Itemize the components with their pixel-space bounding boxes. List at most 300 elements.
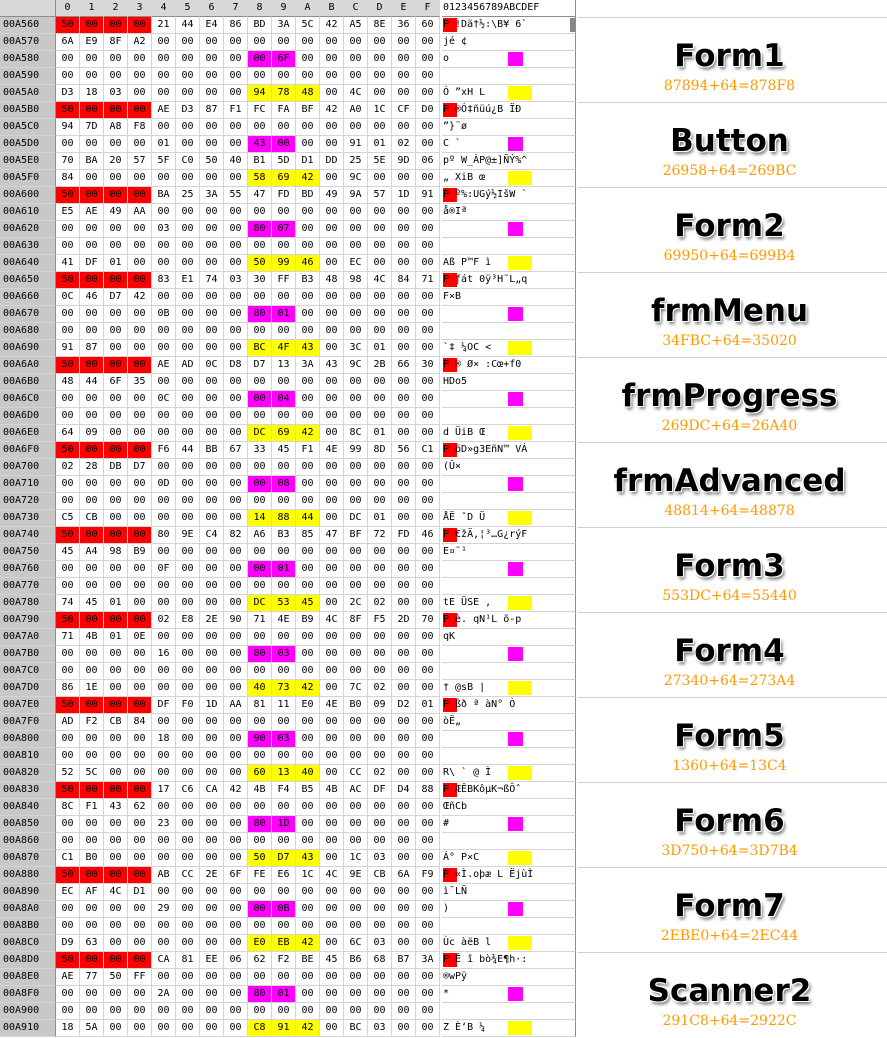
hex-byte[interactable]: 00: [272, 408, 296, 425]
hex-byte[interactable]: 00: [296, 34, 320, 51]
hex-byte[interactable]: 00: [392, 833, 416, 850]
hex-byte[interactable]: 00: [176, 476, 200, 493]
hex-byte[interactable]: 5A: [80, 1020, 104, 1037]
hex-byte[interactable]: 00: [200, 136, 224, 153]
hex-byte[interactable]: 43: [104, 799, 128, 816]
hex-byte[interactable]: 00: [224, 425, 248, 442]
hex-byte[interactable]: E0: [248, 935, 272, 952]
hex-byte[interactable]: C5: [56, 510, 80, 527]
hex-byte[interactable]: 00: [272, 34, 296, 51]
hex-byte[interactable]: 50: [248, 255, 272, 272]
hex-byte[interactable]: 00: [224, 850, 248, 867]
hex-byte[interactable]: 94: [56, 119, 80, 136]
hex-byte[interactable]: 00: [176, 646, 200, 663]
hex-byte[interactable]: 00: [80, 663, 104, 680]
hex-byte[interactable]: CA: [200, 782, 224, 799]
hex-byte[interactable]: 99: [344, 442, 368, 459]
hex-byte[interactable]: 72: [368, 527, 392, 544]
hex-byte[interactable]: 00: [104, 986, 128, 1003]
hex-byte[interactable]: 44: [176, 442, 200, 459]
hex-byte[interactable]: D7: [104, 289, 128, 306]
hex-byte[interactable]: 02: [56, 459, 80, 476]
hex-byte[interactable]: 00: [224, 408, 248, 425]
hex-byte[interactable]: 00: [152, 323, 176, 340]
hex-byte[interactable]: 73: [272, 680, 296, 697]
hex-byte[interactable]: 00: [392, 629, 416, 646]
hex-byte[interactable]: 16: [152, 646, 176, 663]
hex-byte[interactable]: 42: [296, 935, 320, 952]
hex-byte[interactable]: 52: [56, 765, 80, 782]
hex-byte[interactable]: 00: [80, 238, 104, 255]
hex-byte[interactable]: 00: [200, 595, 224, 612]
hex-byte[interactable]: 3A: [296, 357, 320, 374]
hex-byte[interactable]: 00: [152, 629, 176, 646]
hex-byte[interactable]: 4E: [320, 697, 344, 714]
hex-byte[interactable]: 02: [392, 136, 416, 153]
hex-byte[interactable]: 0C: [200, 357, 224, 374]
hex-byte[interactable]: 00: [128, 306, 152, 323]
hex-byte[interactable]: 01: [368, 425, 392, 442]
hex-byte[interactable]: 00: [176, 561, 200, 578]
hex-byte[interactable]: 00: [200, 85, 224, 102]
hex-byte[interactable]: 00: [320, 221, 344, 238]
hex-byte[interactable]: 00: [128, 527, 152, 544]
hex-byte[interactable]: 00: [320, 663, 344, 680]
hex-byte[interactable]: 00: [416, 391, 440, 408]
ascii-text[interactable]: ÅË ˆD Ü: [442, 510, 576, 527]
ascii-text[interactable]: Z È‘B ¼: [442, 1020, 576, 1037]
hex-byte[interactable]: DC: [248, 595, 272, 612]
hex-byte[interactable]: 00: [200, 34, 224, 51]
hex-byte[interactable]: 4E: [320, 442, 344, 459]
hex-byte[interactable]: 00: [128, 782, 152, 799]
hex-byte[interactable]: FD: [392, 527, 416, 544]
hex-byte[interactable]: 00: [80, 816, 104, 833]
hex-byte[interactable]: 00: [56, 816, 80, 833]
hex-byte[interactable]: 91: [416, 187, 440, 204]
hex-byte[interactable]: 00: [128, 731, 152, 748]
hex-byte[interactable]: 00: [200, 731, 224, 748]
hex-byte[interactable]: 00: [56, 901, 80, 918]
hex-byte[interactable]: 00: [176, 34, 200, 51]
hex-byte[interactable]: 00: [224, 765, 248, 782]
hex-byte[interactable]: 00: [104, 510, 128, 527]
ascii-text[interactable]: P º%:UGý½IšW `: [442, 187, 576, 204]
ascii-text[interactable]: HDo5: [442, 374, 576, 391]
hex-byte[interactable]: 00: [272, 833, 296, 850]
hex-byte[interactable]: 00: [392, 986, 416, 1003]
hex-byte[interactable]: 00: [368, 374, 392, 391]
hex-byte[interactable]: 00: [176, 816, 200, 833]
hex-byte[interactable]: 00: [176, 799, 200, 816]
hex-byte[interactable]: 00: [392, 731, 416, 748]
hex-byte[interactable]: 00: [152, 238, 176, 255]
hex-byte[interactable]: B9: [128, 544, 152, 561]
hex-byte[interactable]: 4B: [320, 782, 344, 799]
hex-byte[interactable]: 00: [80, 986, 104, 1003]
hex-byte[interactable]: 00: [104, 357, 128, 374]
hex-byte[interactable]: 00: [200, 1003, 224, 1020]
hex-byte[interactable]: 00: [128, 221, 152, 238]
hex-byte[interactable]: 00: [152, 799, 176, 816]
hex-byte[interactable]: 00: [224, 340, 248, 357]
hex-byte[interactable]: 88: [272, 510, 296, 527]
hex-byte[interactable]: B1: [248, 153, 272, 170]
hex-byte[interactable]: 00: [128, 918, 152, 935]
hex-byte[interactable]: 81: [176, 952, 200, 969]
hex-byte[interactable]: 5D: [272, 153, 296, 170]
hex-byte[interactable]: 00: [272, 493, 296, 510]
hex-byte[interactable]: 00: [104, 323, 128, 340]
hex-byte[interactable]: 00: [224, 918, 248, 935]
hex-byte[interactable]: 01: [416, 697, 440, 714]
hex-byte[interactable]: 00: [320, 119, 344, 136]
hex-byte[interactable]: 00: [200, 476, 224, 493]
hex-byte[interactable]: 29: [152, 901, 176, 918]
ascii-text[interactable]: pº W_ÀP@±]ÑÝ%^: [442, 153, 576, 170]
hex-byte[interactable]: 00: [224, 544, 248, 561]
hex-byte[interactable]: 00: [104, 901, 128, 918]
hex-byte[interactable]: 00: [80, 578, 104, 595]
hex-byte[interactable]: 00: [176, 425, 200, 442]
hex-byte[interactable]: 91: [344, 136, 368, 153]
hex-byte[interactable]: 00: [176, 663, 200, 680]
hex-byte[interactable]: C6: [176, 782, 200, 799]
hex-byte[interactable]: 00: [392, 306, 416, 323]
hex-byte[interactable]: 46: [296, 255, 320, 272]
hex-byte[interactable]: 00: [80, 833, 104, 850]
hex-byte[interactable]: 00: [224, 646, 248, 663]
ascii-text[interactable]: [442, 476, 576, 493]
hex-byte[interactable]: 87: [200, 102, 224, 119]
hex-byte[interactable]: 00: [344, 374, 368, 391]
hex-byte[interactable]: 8F: [344, 612, 368, 629]
hex-byte[interactable]: 5C: [296, 17, 320, 34]
hex-byte[interactable]: 00: [416, 595, 440, 612]
hex-byte[interactable]: 00: [104, 952, 128, 969]
hex-byte[interactable]: 13: [272, 765, 296, 782]
hex-byte[interactable]: 00: [296, 986, 320, 1003]
hex-byte[interactable]: 17: [152, 782, 176, 799]
hex-byte[interactable]: 01: [272, 561, 296, 578]
hex-byte[interactable]: 00: [152, 170, 176, 187]
hex-byte[interactable]: 87: [80, 340, 104, 357]
hex-byte[interactable]: 78: [272, 85, 296, 102]
hex-byte[interactable]: 00: [200, 833, 224, 850]
hex-byte[interactable]: 00: [296, 646, 320, 663]
hex-byte[interactable]: 00: [80, 306, 104, 323]
hex-byte[interactable]: 0C: [56, 289, 80, 306]
hex-byte[interactable]: 00: [248, 629, 272, 646]
hex-byte[interactable]: 00: [104, 680, 128, 697]
hex-byte[interactable]: 00: [320, 476, 344, 493]
hex-byte[interactable]: 00: [344, 221, 368, 238]
hex-byte[interactable]: F4: [272, 782, 296, 799]
hex-byte[interactable]: 44: [176, 17, 200, 34]
hex-byte[interactable]: 40: [224, 153, 248, 170]
hex-byte[interactable]: 00: [320, 510, 344, 527]
hex-byte[interactable]: 00: [80, 102, 104, 119]
hex-byte[interactable]: 00: [152, 578, 176, 595]
hex-byte[interactable]: 00: [128, 391, 152, 408]
hex-byte[interactable]: 84: [56, 170, 80, 187]
hex-byte[interactable]: 00: [56, 731, 80, 748]
hex-byte[interactable]: 45: [296, 595, 320, 612]
hex-byte[interactable]: 82: [224, 527, 248, 544]
hex-byte[interactable]: 00: [344, 969, 368, 986]
hex-byte[interactable]: 00: [80, 68, 104, 85]
hex-byte[interactable]: 00: [416, 340, 440, 357]
hex-byte[interactable]: 00: [392, 799, 416, 816]
hex-byte[interactable]: 43: [320, 357, 344, 374]
hex-byte[interactable]: 4E: [272, 612, 296, 629]
hex-byte[interactable]: FA: [272, 102, 296, 119]
hex-byte[interactable]: 00: [392, 493, 416, 510]
hex-byte[interactable]: 00: [368, 833, 392, 850]
hex-byte[interactable]: 00: [296, 561, 320, 578]
hex-byte[interactable]: 00: [80, 323, 104, 340]
hex-byte[interactable]: 00: [80, 136, 104, 153]
hex-byte[interactable]: 00: [416, 646, 440, 663]
hex-byte[interactable]: BD: [248, 17, 272, 34]
hex-byte[interactable]: B3: [272, 527, 296, 544]
hex-byte[interactable]: 00: [128, 816, 152, 833]
hex-byte[interactable]: 00: [104, 17, 128, 34]
hex-byte[interactable]: 00: [320, 306, 344, 323]
hex-byte[interactable]: 00: [296, 306, 320, 323]
hex-byte[interactable]: 00: [128, 901, 152, 918]
hex-byte[interactable]: 00: [56, 561, 80, 578]
hex-byte[interactable]: 00: [224, 85, 248, 102]
hex-byte[interactable]: 01: [104, 629, 128, 646]
hex-byte[interactable]: 00: [176, 1003, 200, 1020]
hex-byte[interactable]: 00: [296, 663, 320, 680]
hex-byte[interactable]: 00: [224, 119, 248, 136]
hex-byte[interactable]: 0D: [152, 476, 176, 493]
hex-byte[interactable]: 00: [104, 918, 128, 935]
ascii-text[interactable]: `‡ ¼OC <: [442, 340, 576, 357]
ascii-text[interactable]: [442, 833, 576, 850]
hex-byte[interactable]: 9D: [392, 153, 416, 170]
hex-byte[interactable]: D7: [272, 850, 296, 867]
hex-byte[interactable]: FC: [248, 102, 272, 119]
hex-byte[interactable]: 00: [296, 544, 320, 561]
hex-byte[interactable]: 00: [152, 1020, 176, 1037]
hex-byte[interactable]: 00: [104, 833, 128, 850]
hex-byte[interactable]: CC: [176, 867, 200, 884]
hex-byte[interactable]: AB: [152, 867, 176, 884]
hex-byte[interactable]: 2C: [344, 595, 368, 612]
hex-byte[interactable]: 00: [320, 561, 344, 578]
hex-byte[interactable]: 00: [56, 68, 80, 85]
hex-byte[interactable]: 00: [200, 340, 224, 357]
hex-byte[interactable]: 01: [152, 136, 176, 153]
hex-byte[interactable]: 00: [80, 867, 104, 884]
hex-byte[interactable]: 00: [248, 918, 272, 935]
hex-byte[interactable]: 03: [272, 646, 296, 663]
hex-byte[interactable]: 00: [296, 578, 320, 595]
hex-byte[interactable]: 00: [200, 748, 224, 765]
hex-byte[interactable]: 00: [368, 289, 392, 306]
hex-byte[interactable]: 00: [56, 833, 80, 850]
hex-byte[interactable]: 00: [416, 459, 440, 476]
hex-byte[interactable]: 1D: [272, 816, 296, 833]
hex-byte[interactable]: 50: [104, 969, 128, 986]
hex-byte[interactable]: 00: [320, 850, 344, 867]
ascii-text[interactable]: † @sB |: [442, 680, 576, 697]
hex-byte[interactable]: 00: [296, 629, 320, 646]
hex-byte[interactable]: 00: [56, 408, 80, 425]
hex-byte[interactable]: 00: [296, 816, 320, 833]
hex-byte[interactable]: EC: [56, 884, 80, 901]
hex-byte[interactable]: 00: [200, 323, 224, 340]
hex-byte[interactable]: 00: [248, 714, 272, 731]
hex-byte[interactable]: 00: [344, 544, 368, 561]
hex-byte[interactable]: 80: [248, 986, 272, 1003]
hex-byte[interactable]: 00: [128, 1003, 152, 1020]
hex-byte[interactable]: 00: [416, 629, 440, 646]
hex-byte[interactable]: 00: [392, 238, 416, 255]
hex-byte[interactable]: 00: [128, 765, 152, 782]
hex-byte[interactable]: 00: [248, 374, 272, 391]
hex-byte[interactable]: 00: [152, 340, 176, 357]
hex-byte[interactable]: 4C: [368, 272, 392, 289]
hex-byte[interactable]: 00: [224, 935, 248, 952]
hex-byte[interactable]: 00: [392, 289, 416, 306]
hex-byte[interactable]: 42: [128, 289, 152, 306]
ascii-text[interactable]: [442, 493, 576, 510]
hex-byte[interactable]: 00: [320, 204, 344, 221]
hex-byte[interactable]: BC: [344, 1020, 368, 1037]
hex-byte[interactable]: 70: [416, 612, 440, 629]
hex-byte[interactable]: 00: [392, 765, 416, 782]
hex-byte[interactable]: 11: [272, 697, 296, 714]
hex-byte[interactable]: 00: [80, 748, 104, 765]
hex-byte[interactable]: 48: [296, 85, 320, 102]
hex-byte[interactable]: 00: [368, 408, 392, 425]
hex-byte[interactable]: 03: [368, 1020, 392, 1037]
hex-byte[interactable]: 60: [416, 17, 440, 34]
hex-byte[interactable]: AE: [56, 969, 80, 986]
hex-byte[interactable]: 00: [176, 459, 200, 476]
hex-byte[interactable]: 00: [416, 510, 440, 527]
hex-byte[interactable]: 00: [392, 374, 416, 391]
hex-byte[interactable]: 00: [104, 935, 128, 952]
hex-byte[interactable]: 70: [56, 153, 80, 170]
hex-byte[interactable]: C4: [200, 527, 224, 544]
hex-byte[interactable]: 00: [272, 374, 296, 391]
hex-byte[interactable]: 00: [104, 408, 128, 425]
hex-byte[interactable]: 00: [200, 561, 224, 578]
hex-byte[interactable]: AD: [176, 357, 200, 374]
hex-byte[interactable]: 00: [368, 986, 392, 1003]
hex-byte[interactable]: AD: [56, 714, 80, 731]
hex-byte[interactable]: 00: [368, 221, 392, 238]
hex-byte[interactable]: CA: [152, 952, 176, 969]
hex-byte[interactable]: 23: [152, 816, 176, 833]
hex-byte[interactable]: 8C: [344, 425, 368, 442]
hex-byte[interactable]: 00: [80, 646, 104, 663]
hex-byte[interactable]: 00: [392, 476, 416, 493]
hex-byte[interactable]: 50: [200, 153, 224, 170]
hex-byte[interactable]: 9E: [344, 867, 368, 884]
hex-byte[interactable]: 00: [416, 170, 440, 187]
hex-byte[interactable]: 49: [104, 204, 128, 221]
hex-byte[interactable]: 18: [152, 731, 176, 748]
hex-byte[interactable]: 50: [56, 612, 80, 629]
hex-byte[interactable]: 00: [128, 238, 152, 255]
hex-byte[interactable]: 00: [152, 595, 176, 612]
hex-byte[interactable]: 00: [368, 544, 392, 561]
hex-byte[interactable]: 00: [248, 68, 272, 85]
hex-byte[interactable]: 46: [80, 289, 104, 306]
hex-byte[interactable]: 00: [392, 544, 416, 561]
hex-byte[interactable]: 77: [80, 969, 104, 986]
hex-byte[interactable]: 00: [320, 340, 344, 357]
hex-byte[interactable]: 01: [368, 136, 392, 153]
hex-byte[interactable]: C1: [56, 850, 80, 867]
hex-byte[interactable]: 30: [416, 357, 440, 374]
hex-byte[interactable]: B0: [80, 850, 104, 867]
ascii-text[interactable]: P è. qN¹L õ-p: [442, 612, 576, 629]
hex-byte[interactable]: 00: [224, 510, 248, 527]
hex-byte[interactable]: 00: [320, 1020, 344, 1037]
hex-byte[interactable]: 00: [200, 986, 224, 1003]
hex-byte[interactable]: 00: [80, 272, 104, 289]
hex-byte[interactable]: 00: [368, 238, 392, 255]
hex-byte[interactable]: 00: [320, 884, 344, 901]
hex-byte[interactable]: 00: [272, 884, 296, 901]
hex-byte[interactable]: 48: [56, 374, 80, 391]
hex-byte[interactable]: 00: [272, 544, 296, 561]
hex-byte[interactable]: 42: [296, 170, 320, 187]
ascii-text[interactable]: *: [442, 986, 576, 1003]
hex-byte[interactable]: 00: [200, 68, 224, 85]
hex-byte[interactable]: 00: [224, 731, 248, 748]
hex-byte[interactable]: 00: [416, 748, 440, 765]
hex-byte[interactable]: 00: [272, 578, 296, 595]
hex-byte[interactable]: 00: [248, 663, 272, 680]
hex-byte[interactable]: 00: [344, 1003, 368, 1020]
hex-byte[interactable]: DF: [152, 697, 176, 714]
hex-byte[interactable]: 00: [80, 731, 104, 748]
ascii-text[interactable]: [442, 221, 576, 238]
hex-byte[interactable]: 94: [248, 85, 272, 102]
hex-byte[interactable]: 00: [368, 323, 392, 340]
ascii-text[interactable]: [442, 663, 576, 680]
hex-byte[interactable]: 00: [104, 187, 128, 204]
hex-byte[interactable]: 00: [200, 493, 224, 510]
hex-byte[interactable]: 00: [416, 68, 440, 85]
hex-byte[interactable]: 00: [224, 561, 248, 578]
hex-byte[interactable]: 00: [152, 1003, 176, 1020]
hex-byte[interactable]: 00: [344, 816, 368, 833]
hex-byte[interactable]: 00: [368, 476, 392, 493]
hex-byte[interactable]: AF: [80, 884, 104, 901]
hex-byte[interactable]: 3A: [272, 17, 296, 34]
hex-byte[interactable]: 91: [272, 1020, 296, 1037]
hex-byte[interactable]: 00: [128, 663, 152, 680]
ascii-text[interactable]: [442, 391, 576, 408]
hex-byte[interactable]: 50: [56, 527, 80, 544]
hex-byte[interactable]: 04: [272, 391, 296, 408]
hex-byte[interactable]: 00: [80, 901, 104, 918]
hex-byte[interactable]: 00: [368, 561, 392, 578]
hex-byte[interactable]: 00: [56, 136, 80, 153]
hex-byte[interactable]: B7: [392, 952, 416, 969]
hex-byte[interactable]: 0B: [272, 901, 296, 918]
hex-byte[interactable]: 00: [200, 714, 224, 731]
